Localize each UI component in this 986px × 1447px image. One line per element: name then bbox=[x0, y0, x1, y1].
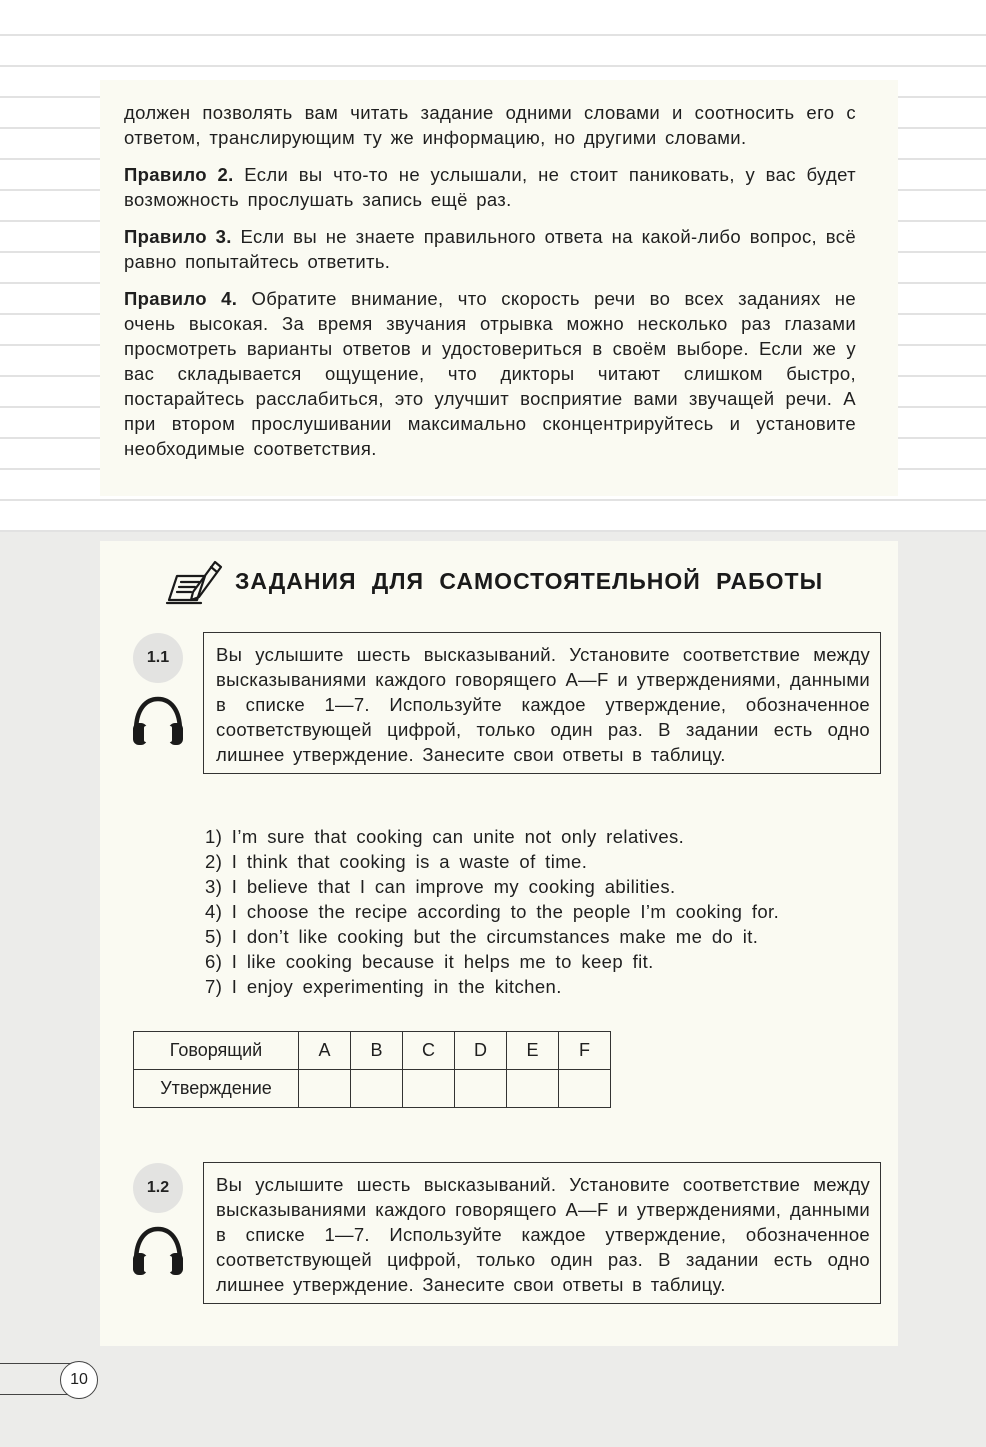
statement-list bbox=[205, 824, 779, 999]
answer-cell[interactable] bbox=[351, 1070, 403, 1108]
rules-text bbox=[124, 100, 856, 473]
answer-cell[interactable] bbox=[299, 1070, 351, 1108]
statement-item: 7) I enjoy experimenting in the kitchen. bbox=[205, 976, 562, 997]
task-1-instruction: Вы услышите шесть высказываний. Установите соответствие между высказываниями каждого говорящего A—F и утверждениями, данными в списке 1—7. Используйте каждое утверждение, обозначенное соответствующей цифрой, только один раз. В задании есть одно лишнее утверждение. Занесите свои ответы в таблицу. bbox=[203, 632, 881, 774]
speaker-cell: D bbox=[455, 1032, 507, 1070]
task-2-instruction: Вы услышите шесть высказываний. Установите соответствие между высказываниями каждого говорящего A—F и утверждениями, данными в списке 1—7. Используйте каждое утверждение, обозначенное соответствующей цифрой, только один раз. В задании есть одно лишнее утверждение. Занесите свои ответы в таблицу. bbox=[203, 1162, 881, 1304]
statement-item: 4) I choose the recipe according to the people I’m cooking for. bbox=[205, 901, 780, 922]
rule-3 bbox=[124, 224, 856, 274]
pencil-writing-icon bbox=[165, 556, 225, 606]
headphones-icon bbox=[130, 1225, 186, 1277]
speaker-header-cell: Говорящий bbox=[134, 1032, 299, 1070]
table-row-answers bbox=[134, 1070, 611, 1108]
speaker-cell: F bbox=[559, 1032, 611, 1070]
statement-item: 2) I think that cooking is a waste of time. bbox=[205, 851, 588, 872]
section-title: ЗАДАНИЯ ДЛЯ САМОСТОЯТЕЛЬНОЙ РАБОТЫ bbox=[235, 567, 824, 594]
task-2-number: 1.2 bbox=[133, 1163, 183, 1213]
answer-cell[interactable] bbox=[507, 1070, 559, 1108]
statement-item: 3) I believe that I can improve my cooking abilities. bbox=[205, 876, 676, 897]
statement-header-cell: Утверждение bbox=[134, 1070, 299, 1108]
rule-2 bbox=[124, 162, 856, 212]
section-header bbox=[165, 556, 823, 606]
rule-4-text: Обратите внимание, что скорость речи во всех заданиях не очень высокая. За время звучания отрывка можно несколько раз глазами просмотреть варианты ответов и удостовериться в своём выборе. Если же у вас складывается ощущение, что дикторы читают слишком быстро, постарайтесь расслабиться, это улучшит восприятие вами звучащей речи. А при втором прослушивании максимально сконцентрируйтесь и установите необходимые соответствия. bbox=[124, 288, 856, 459]
answer-table bbox=[133, 1031, 611, 1108]
speaker-cell: E bbox=[507, 1032, 559, 1070]
rule-4 bbox=[124, 286, 856, 461]
answer-cell[interactable] bbox=[403, 1070, 455, 1108]
page-number: 10 bbox=[60, 1361, 98, 1399]
rule-2-text: Если вы что-то не услышали, не стоит паниковать, у вас будет возможность прослушать запись ещё раз. bbox=[124, 164, 857, 210]
answer-cell[interactable] bbox=[455, 1070, 507, 1108]
rule-2-label: Правило 2. bbox=[124, 164, 234, 185]
statement-item: 6) I like cooking because it helps me to keep fit. bbox=[205, 951, 654, 972]
speaker-cell: A bbox=[299, 1032, 351, 1070]
statement-item: 1) I’m sure that cooking can unite not only relatives. bbox=[205, 826, 685, 847]
task-1-number: 1.1 bbox=[133, 633, 183, 683]
speaker-cell: B bbox=[351, 1032, 403, 1070]
rule-3-text: Если вы не знаете правильного ответа на какой-либо вопрос, всё равно попытайтесь ответить. bbox=[124, 226, 856, 272]
table-row-speakers bbox=[134, 1032, 611, 1070]
rule-3-label: Правило 3. bbox=[124, 226, 232, 247]
rule-4-label: Правило 4. bbox=[124, 288, 238, 309]
speaker-cell: C bbox=[403, 1032, 455, 1070]
answer-cell[interactable] bbox=[559, 1070, 611, 1108]
statement-item: 5) I don’t like cooking but the circumstances make me do it. bbox=[205, 926, 759, 947]
rules-intro: должен позволять вам читать задание одними словами и соотносить его с ответом, транслирующим ту же информацию, но другими словами. bbox=[124, 102, 856, 148]
headphones-icon bbox=[130, 695, 186, 747]
